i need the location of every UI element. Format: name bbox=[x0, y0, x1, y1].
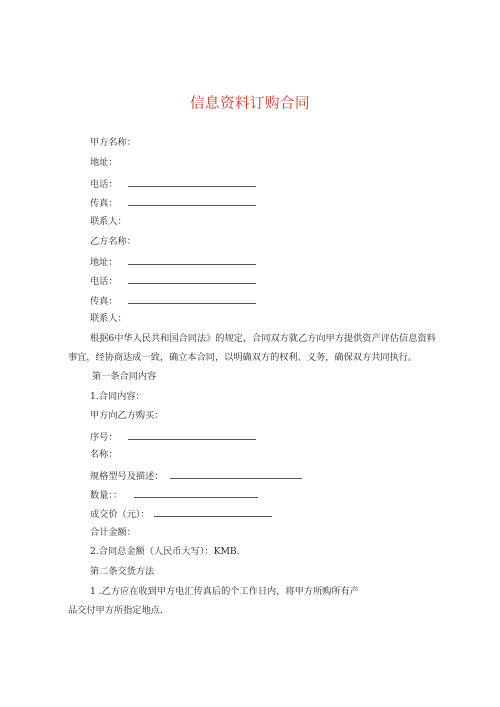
total-label: 合计金额： bbox=[90, 527, 136, 538]
article-1-item-1: 1.合同内容： bbox=[90, 391, 145, 402]
article-1-item-2: 2.合同总金额（人民币大写）：KMB. bbox=[90, 546, 240, 557]
qty-row bbox=[90, 488, 258, 502]
party-b-phone-label: 电话： bbox=[90, 276, 118, 287]
article-2-line-1: 1 .乙方应在收到甲方电汇传真后的个工作日内，将甲方所购所有产 bbox=[90, 586, 359, 597]
party-b-phone-blank[interactable] bbox=[128, 274, 256, 284]
party-a-contact-label: 联系人： bbox=[90, 216, 127, 227]
party-b-address-label: 地址： bbox=[90, 257, 118, 268]
price-label: 成交价（元）： bbox=[90, 509, 150, 520]
qty-label: 数量：： bbox=[90, 490, 123, 501]
qty-blank[interactable] bbox=[134, 488, 258, 498]
spec-blank[interactable] bbox=[170, 469, 302, 479]
party-a-phone-label: 电话： bbox=[90, 179, 118, 190]
intro-paragraph: 根据6中华人民共和国合同法》的规定，合同双方就乙方向甲方提供资产评估信息资料事宜，经协商达成一致，确立本合同，以明确双方的权利、义务，确保双方共同执行。 bbox=[68, 333, 436, 363]
seq-blank[interactable] bbox=[128, 430, 256, 440]
price-row bbox=[90, 507, 272, 521]
spec-label: 规格型号及描述： bbox=[90, 471, 164, 482]
buy-label: 甲方向乙方购买： bbox=[90, 410, 164, 421]
party-b-contact-label: 联系人： bbox=[90, 313, 127, 324]
party-b-phone-row bbox=[90, 274, 256, 288]
party-a-fax-row bbox=[90, 196, 256, 210]
document-title: 信息资料订购合同 bbox=[190, 96, 310, 112]
item-name-label: 名称： bbox=[90, 449, 118, 460]
article-2-heading: 第二条交货方法 bbox=[90, 566, 155, 577]
party-a-address-label: 地址： bbox=[90, 157, 118, 168]
party-b-address-row bbox=[90, 255, 256, 269]
party-a-fax-label: 传真： bbox=[90, 198, 118, 209]
article-1-heading: 第一条合同内容 bbox=[92, 371, 157, 382]
party-b-fax-label: 传真： bbox=[90, 296, 118, 307]
party-b-name-label: 乙方名称： bbox=[90, 236, 136, 247]
party-a-fax-blank[interactable] bbox=[128, 196, 256, 206]
party-b-fax-row bbox=[90, 294, 256, 308]
spec-row bbox=[90, 469, 302, 483]
party-b-address-blank[interactable] bbox=[128, 255, 256, 265]
seq-row bbox=[90, 430, 256, 444]
party-a-name-label: 甲方名称： bbox=[90, 137, 136, 148]
party-b-fax-blank[interactable] bbox=[128, 294, 256, 304]
party-a-phone-row bbox=[90, 177, 256, 191]
price-blank[interactable] bbox=[154, 507, 272, 517]
seq-label: 序号： bbox=[90, 432, 118, 443]
article-2-line-2: 品交付甲方所指定地点. bbox=[68, 605, 163, 616]
party-a-phone-blank[interactable] bbox=[128, 177, 256, 187]
